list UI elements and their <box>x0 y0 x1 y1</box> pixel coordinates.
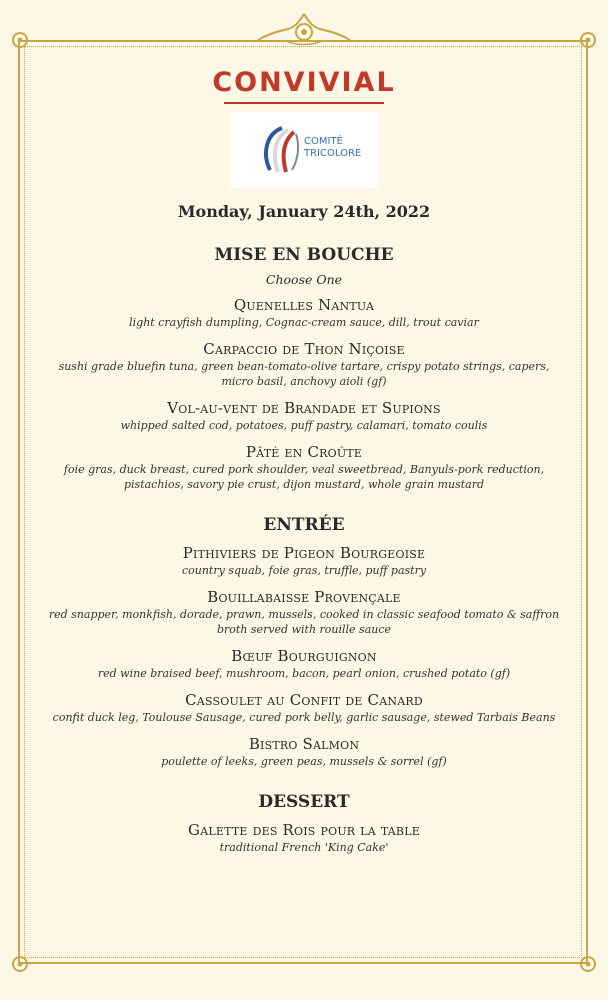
menu-item-description: sushi grade bluefin tuna, green bean-tomato-olive tartare, crispy potato strings, capers, micro basil, anchovy aioli (gf) <box>58 360 550 388</box>
menu-item-name: Pithiviers de Pigeon Bourgeoise <box>182 544 426 562</box>
brand-underline <box>224 102 384 104</box>
menu-item-name: Bistro Salmon <box>248 735 360 753</box>
menu-item-description: poulette of leeks, green peas, mussels & sorrel (gf) <box>161 755 447 768</box>
corner-flourish-icon <box>570 946 600 976</box>
corner-flourish-icon <box>570 28 600 58</box>
menu-item-name: Vol-au-vent de Brandade et Supions <box>167 399 441 417</box>
section-title-mise-en-bouche: MISE EN BOUCHE <box>214 245 394 265</box>
menu-item-description: traditional French 'King Cake' <box>219 841 389 854</box>
menu-item-name: Bouillabaisse Provençale <box>207 588 401 606</box>
menu-item-name: Pâté en Croûte <box>245 443 363 461</box>
section-title-dessert: DESSERT <box>258 792 350 812</box>
brand-title: CONVIVIAL <box>212 67 396 98</box>
menu-item-name: Carpaccio de Thon Niçoise <box>203 340 405 358</box>
section-subtitle: Choose One <box>265 272 343 287</box>
menu-item-name: Quenelles Nantua <box>233 296 375 314</box>
comite-tricolore-logo <box>230 112 378 188</box>
menu-item-description: foie gras, duck breast, cured pork shoulder, veal sweetbread, Banyuls-pork reduction, pistachios, savory pie crust, dijon mustard, whole grain mustard <box>63 463 545 491</box>
menu-item-description: red snapper, monkfish, dorade, prawn, mussels, cooked in classic seafood tomato & saffron broth served with rouille sauce <box>48 608 560 636</box>
menu-item-name: Cassoulet au Confit de Canard <box>185 691 423 709</box>
menu-item-description: confit duck leg, Toulouse Sausage, cured pork belly, garlic sausage, stewed Tarbais Beans <box>52 711 556 724</box>
tricolore-swoosh-icon <box>252 124 302 176</box>
menu-date: Monday, January 24th, 2022 <box>177 202 431 221</box>
logo-line-2: TRICOLORE <box>304 148 362 159</box>
section-title-entree: ENTRÉE <box>263 515 345 535</box>
menu-item-name: Bœuf Bourguignon <box>231 647 377 665</box>
logo-text <box>304 136 361 160</box>
menu-item-name: Galette des Rois pour la table <box>188 821 420 839</box>
menu-item-description: red wine braised beef, mushroom, bacon, pearl onion, crushed potato (gf) <box>97 667 511 680</box>
menu-item-description: country squab, foie gras, truffle, puff pastry <box>181 564 427 577</box>
top-flourish-icon <box>254 10 354 54</box>
menu-item-description: light crayfish dumpling, Cognac-cream sauce, dill, trout caviar <box>129 316 479 329</box>
logo-line-1: COMITÉ <box>304 136 343 147</box>
menu-content <box>40 66 568 855</box>
corner-flourish-icon <box>8 946 38 976</box>
menu-item-description: whipped salted cod, potatoes, puff pastry, calamari, tomato coulis <box>120 419 488 432</box>
corner-flourish-icon <box>8 28 38 58</box>
